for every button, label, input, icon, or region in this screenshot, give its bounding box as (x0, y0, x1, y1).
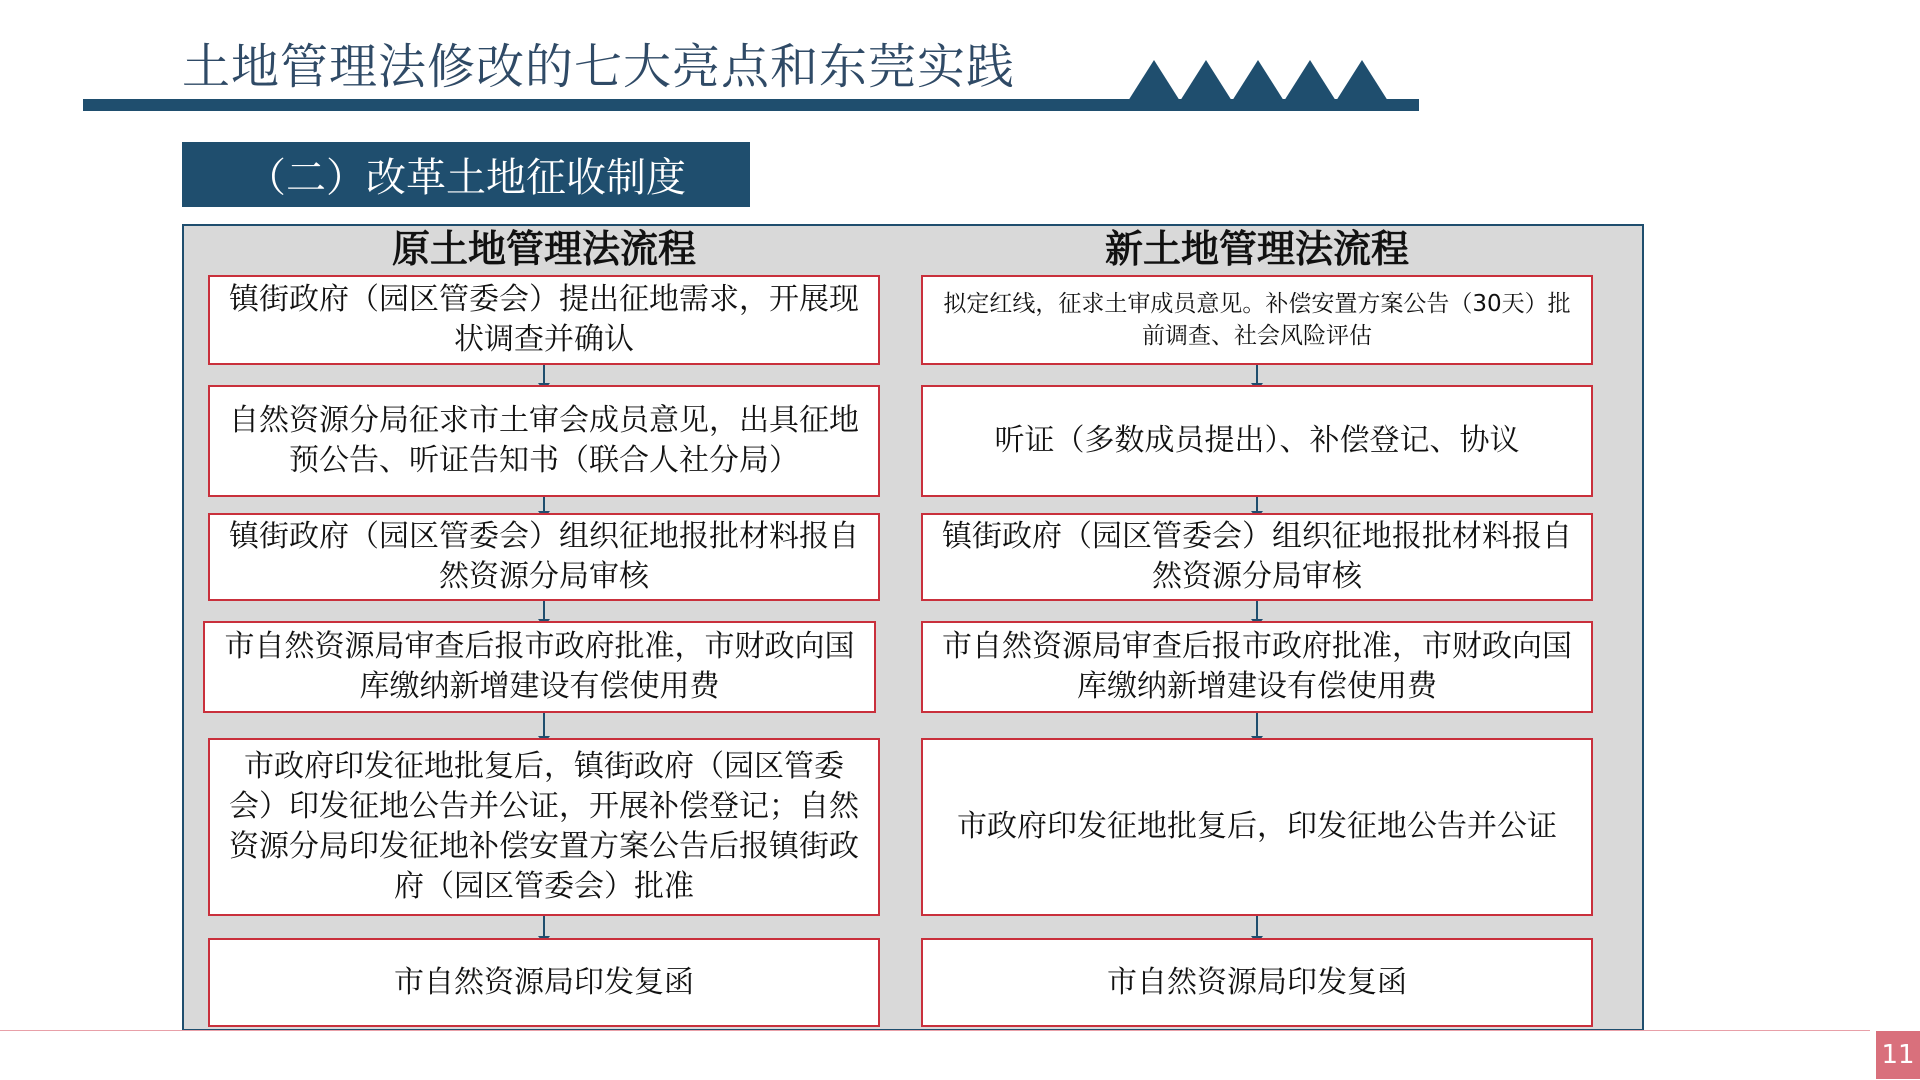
old-step-5: 市政府印发征地批复后，镇街政府（园区管委会）印发征地公告并公证，开展补偿登记；自然资源分局印发征地补偿安置方案公告后报镇街政府（园区管委会）批准 (208, 738, 880, 916)
new-arrow-5 (1256, 916, 1258, 938)
new-arrow-2 (1256, 497, 1258, 513)
old-arrow-3 (543, 601, 545, 621)
new-step-2: 听证（多数成员提出）、补偿登记、协议 (921, 385, 1593, 497)
footer-divider (0, 1030, 1870, 1031)
old-step-2: 自然资源分局征求市土审会成员意见，出具征地预公告、听证告知书（联合人社分局） (208, 385, 880, 497)
new-step-4: 市自然资源局审查后报市政府批准，市财政向国库缴纳新增建设有偿使用费 (921, 621, 1593, 713)
new-arrow-4 (1256, 713, 1258, 738)
old-step-3: 镇街政府（园区管委会）组织征地报批材料报自然资源分局审核 (208, 513, 880, 601)
old-arrow-1 (543, 365, 545, 385)
old-arrow-2 (543, 497, 545, 513)
old-process-title: 原土地管理法流程 (391, 227, 696, 271)
old-arrow-4 (543, 713, 545, 738)
slide-title: 土地管理法修改的七大亮点和东莞实践 (182, 39, 1016, 95)
old-step-6: 市自然资源局印发复函 (208, 938, 880, 1027)
section-header (182, 142, 750, 207)
old-step-1: 镇街政府（园区管委会）提出征地需求，开展现状调查并确认 (208, 275, 880, 365)
new-arrow-3 (1256, 601, 1258, 621)
new-step-1: 拟定红线，征求土审成员意见。补偿安置方案公告（30天）批前调查、社会风险评估 (921, 275, 1593, 365)
new-step-5: 市政府印发征地批复后，印发征地公告并公证 (921, 738, 1593, 916)
new-step-3: 镇街政府（园区管委会）组织征地报批材料报自然资源分局审核 (921, 513, 1593, 601)
new-process-title: 新土地管理法流程 (1104, 227, 1409, 271)
section-title: （二）改革土地征收制度 (246, 155, 686, 201)
title-underline-bar (83, 99, 1419, 111)
decorative-triangles (1128, 60, 1393, 101)
new-arrow-1 (1256, 365, 1258, 385)
new-step-6: 市自然资源局印发复函 (921, 938, 1593, 1027)
old-arrow-5 (543, 916, 545, 938)
old-step-4: 市自然资源局审查后报市政府批准，市财政向国库缴纳新增建设有偿使用费 (203, 621, 876, 713)
page-number: 11 (1876, 1031, 1920, 1079)
